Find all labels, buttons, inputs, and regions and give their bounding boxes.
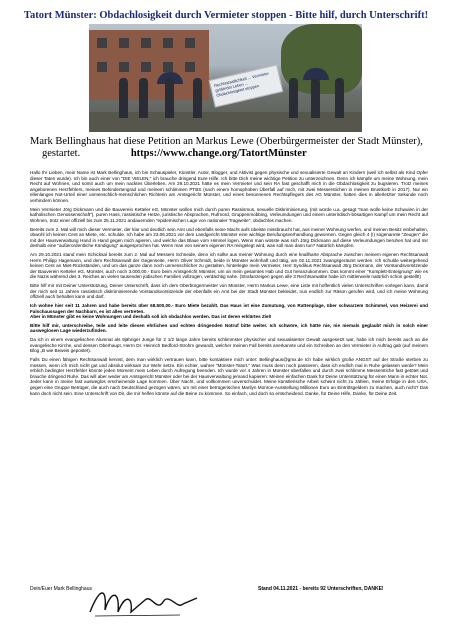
paragraph-intro: Hallo Ihr Lieben, mein Name ist Mark Bellinghaus, ich bin Schauspieler, Künstler, Autor, Blogger, und Aktivist gegen physische und sexualisierte Gewalt an Kindern (weil ich selbst als Kind Opfer dieser Taten wurde). Ich bin auch einer von "DIE VIELEN," ich brauche dringend Eure Hilfe. Ich bitte Dich meine wichtige Petition zu unterzeichnen. Denn ich kämpfe um meine Wohnung, mein Recht auf Wohnen, und somit auch um mein nacktes Überleben. Am 29.10.2021 hätte es mein Vermieter und sein RA fast geschafft mich in die Obdachlosigkeit zu bugsieren. Trotz meines angeborenen Herzfehlers, meines Behindertengrad und meinem schlimmen PTBS (nach einem homophoben Überfall auf mich, mit zwei Messerstichen in meinen Brustkorb in 2017). Nur ein ellenlanges Not-Urteil einer unmenschlich-menschlichen Richterin am Amtsgericht Münster, und eines besonnenen Rechtspflegers des AG Münster, hatten dies in allerletzter Sekunde noch verhindern können. (30, 170, 428, 203)
photo-person (335, 78, 344, 118)
paragraph-rent-paid: Ich wohne hier seit 11 Jahren und habe bereits über 68.500,00.- Euro Miete bezahlt. Das Haus ist eine Zumutung, von Rattenplage, über schwarzem Schimmel, von Heizerei und Falschaussagen der Nachbarn, es ist alles vertreten. (30, 302, 428, 314)
photo-person (193, 78, 202, 118)
paragraph-no-housing: Aber in Münster gibt es keine Wohnungen und deshalb soll ich obdachlos werden. Das ist deren erklärtes Ziel! (30, 314, 272, 320)
paragraph-church: Da ich in einem evangelischen Alumnat als 9jähriger Junge für 2 1/2 lange Jahre bereits schlimmster physischer und sexualisierter Gewalt ausgesetzt war, habe ich mich bereits auch an die evangelische Kirche, und dessen Oberhaupt, Herrn Dr. Heinrich Bedford-Strohm gewandt, welcher meinen Fall bereits anerkannte und ein Schreiben an den Vermieter in Auftrag gab (auf meinem Blog „B wie Beweis gepostet). (30, 337, 428, 354)
sign-off: Dein/Euer Mark Bellinghaus (30, 586, 92, 592)
photo-person (311, 78, 320, 118)
photo-window (141, 38, 151, 48)
signature-row (30, 586, 430, 610)
paragraph-plea: Bitte hilf mir, unterschreibe, teile und leite diesen ehrlichen und echten dringenden Notruf bitte weiter. Ich schwöre, ich hätte nie, nie niemals geglaubt mich in solch einer ausweglosen Lage wiederzufinden. (30, 322, 428, 334)
photo-person (139, 78, 148, 118)
document-title: Tatort Münster: Obdachlosigkeit durch Vermieter stoppen - Bitte hilf, durch Unterschrift! (23, 10, 429, 21)
photo-window (119, 62, 129, 72)
photo-window (185, 62, 195, 72)
petition-link[interactable]: https://www.change.org/TatortMünster (130, 148, 307, 159)
photo-person (119, 78, 128, 118)
paragraph-second-attempt: Bereits zum 2. Mal will mich dieser Vermieter, der klar und deutlich sein Amt und ebenfalls seine Macht aufs übelste missbraucht hat, aus meiner Wohnung werfen, und meinen Besitz einbehalten, obwohl ich keinen Cent an Miete, etc. schulde. Ich habe am 23.06.2021 vor dem Landgericht Münster eine wichtige Berufungsverhandlung gewonnen. Gegen gleich 4 (!) sogenannte "Zeugen" die mit der Hausverwaltung Hand in Hand gegen mich agieren, und welche das Blaue vom Himmel logen. Wenn man wüsste was sich Jörg Dickmann auf diese Verleumdungen beruhen hat und mir deshalb eine "außerordentliche Kündigung" ausgesprochen hat. Wenn man von seinem eigenen RA reingelegt wird, was soll man dann tun? Natürlich kämpfen. (30, 226, 428, 249)
petition-starter-line: Mark Bellinghaus hat diese Petition an Markus Lewe (Oberbürgermeister der Stadt Münster), (30, 136, 423, 147)
photo-person (289, 78, 298, 118)
paragraph-lawyer-request: Falls Du einen fähigen Rechtsanwalt kennst, dem man wirklich vertrauen kann, bitte kontaktiere mich unter: Bellinghaus@gmx.de Ich habe wirklich große ANGST auf der Straße sterben zu müssen, wenn ich mich nicht gut und absolut wirksam zur Wehr setze. Ein echter, wahrer "Münster-Tatort." Was muss denn noch passieren, dass ich endlich mal in Ruhe gelassen werde? Mein erblich bedingter Herzfehler könnte jeden Moment mein Leben durch Aufregung beenden. Ich wurde vor 4 Jahren in Münster überfallen und durch zwei schlimme Messerstiche fast getötet und brauche dringend Ruhe. Das will aber weder am Amtsgericht Münster oder bei der Hausverwaltung jemand kapieren: Meinen einfachen Dank für Deine Unterstützung für einen Mann in echter Not. Jeder kann in meine fast ausweglos erscheinende Lage kommen. Über Nacht, und vollkommen unverschuldet. Meine künstlerische Arbeit scheint nicht zu zählen, meine Erfolge in den USA, gegen eine Gruppe Betrüger, die auch nach Deutschland gezogen wären, um mit einer betrügerischen Marilyn Monroe-Ausstellung Millionen Euro an Eintrittsgeldern zu machen, auch nicht? Das kann doch nicht sein. Eine Unterschrift von Dir, die mir helfen könnte auf die Beine zu kommen. So einfach, und doch so entscheidend. Danke, für Deine Hilfe, Danke, für Deine Zeit. (30, 357, 428, 396)
photo-person (165, 78, 174, 118)
protest-banner: Rechtsstaatlichkeit ... Vermieter gefährdet Leben ... Obdachlosigkeit stoppen (209, 64, 284, 107)
petition-started-word: gestartet. (42, 148, 81, 159)
protest-photo (89, 24, 362, 132)
photo-building (89, 30, 209, 100)
photo-window (97, 62, 107, 72)
photo-window (97, 38, 107, 48)
paragraph-request: Bitte hilf mir mit Deiner Unterstützung, Deiner Unterschrift, dass ich dem Oberbürgermeister von Münster, Herrn Markus Lewe, eine Liste mit hoffentlich vielen Unterschriften vorlegen kann, damit der mich seit 11 Jahren rassistisch diskriminierende Vorstandsvorsitzende der ebenfalls ein Amt bei der Stadt Münster bekleidet, nun endlich zur Räson gerufen wird, und ich meine Wohnung offiziell auch behalten kann und darf. (30, 283, 428, 300)
photo-window (163, 62, 173, 72)
photo-window (185, 38, 195, 48)
signature-count-status: Stand 04.11.2021 - bereits 92 Unterschriften, DANKE! (258, 586, 384, 592)
paragraph-eviction: Am 29.10.2021 stand mein Schicksal bereits zum 2. Mal auf Messers Schneide, denn ich sollte aus meiner Wohnung durch eine knallharte Absprache zwischen meinem eigenen Rechtsanwalt Herrn Philipp Hagemann, und dem Rechtsanwalt der Gegenseite, Herrn Oliver Schmidt, beide in Münster wohnhaft und tätig, am 02.11.2021 zwangsgeräumt werden. Ich schulde weitergehend keinen Cent an Miet-Rückständen, und um das ganze dann noch unmenschlicher zu gestalten, hinterlegte mein Vermieter, Herr Syndikus Rechtsanwalt Jörg Dickmann, der Vorstandsvorsitzende der Bauverein Ketteler eG, Münster, auch noch 3.000,00.- Euro beim Amtsgericht Münster, um an mein gesamtes Hab und Gut heranzukommen. Das kommt einer "Komplett-Enteignung" wie es die Nazis während des 3. Reiches an vielen tausenden jüdischen Familien vollzogen, verdächtig nahe. (Strafanzeigen gegen alle 3 Rechtsanwälte habe ich mittlerweile natürlich schon gestellt!) (30, 252, 428, 280)
photo-window (141, 62, 151, 72)
document-body (30, 170, 428, 399)
handwritten-signature (85, 582, 205, 622)
petition-line2 (30, 148, 430, 160)
photo-window (119, 38, 129, 48)
photo-ground (89, 112, 362, 132)
petition-info (30, 136, 430, 160)
photo-window (163, 38, 173, 48)
paragraph-landlord: Mein Vermieter Jörg Dickmann und die Bauverein Ketteler eG, Münster wollen mich durch puren Rassismus, sexuelle Diskriminierung, (mit worde u.a. gesagt "man wolle keine Schwulen in der katholischen Genossenschaft"), puren Hass, rassistische Hetze, juristische Absprachen, Rufmord, Gruppenmobbing, Verleumdungen und einem unterirdisch-bösartigen Kampf um mein Recht auf Wohnen, trotz einer offiziell bis zum 25.11.2021 andauernden "epidemischen Lage von nationaler Tragweite", obdachlos machen. (30, 206, 428, 223)
